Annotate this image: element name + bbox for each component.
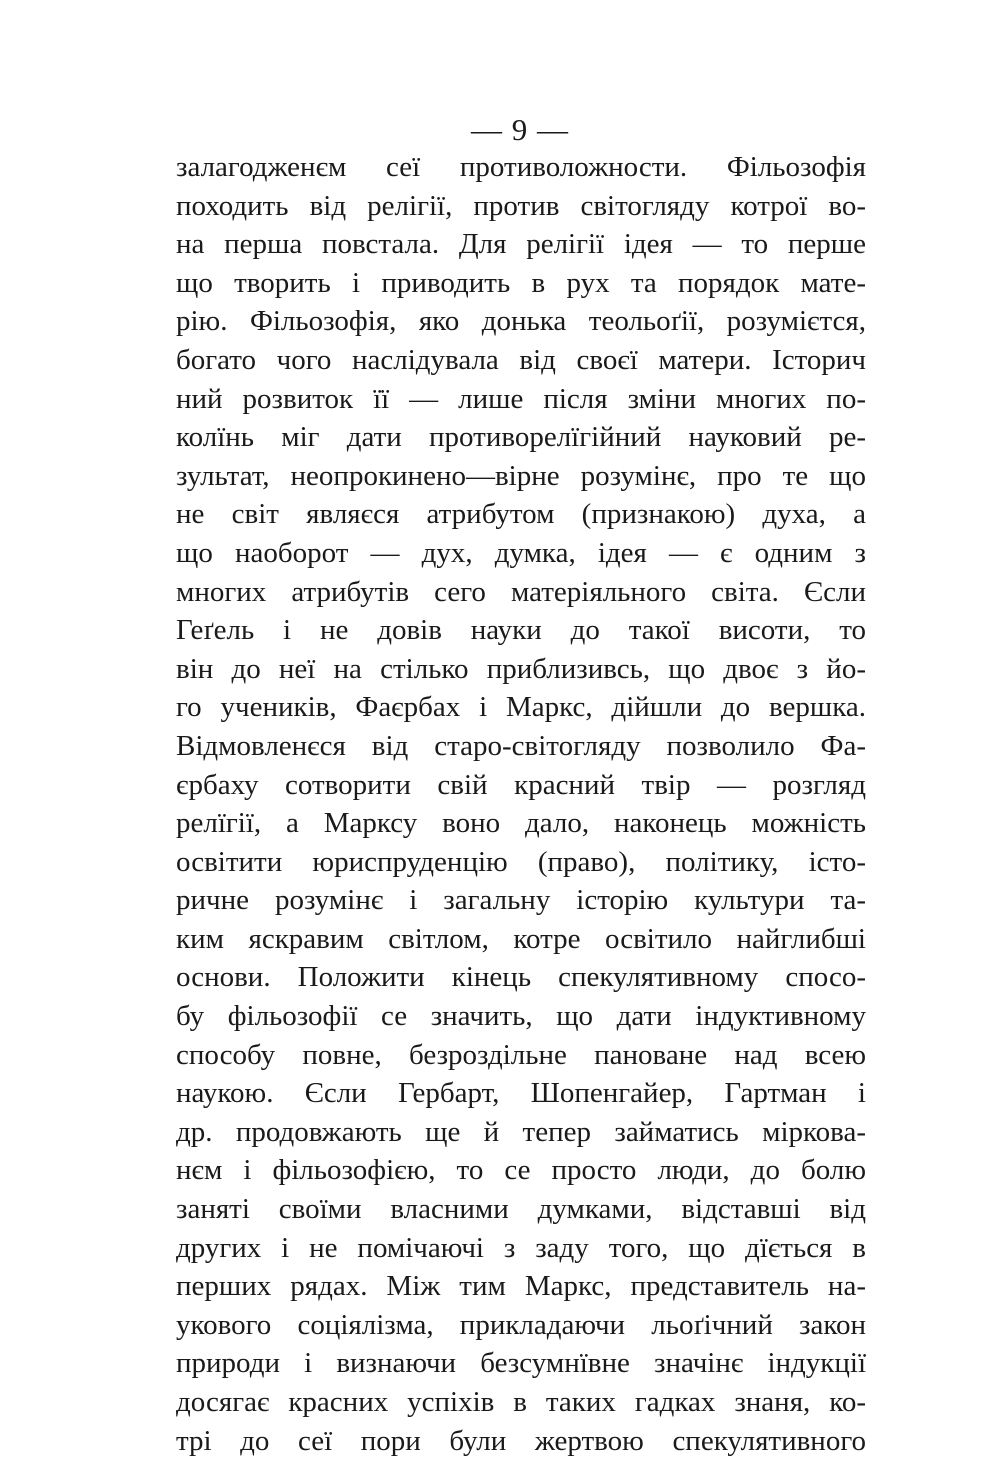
text-line: наукою. Єсли Гербарт, Шопенгайер, Гартман і: [176, 1077, 866, 1110]
text-line: релїгії, а Марксу воно дало, наконець можність: [176, 807, 866, 840]
text-line: трі до сеї пори були жертвою спекулятивного: [176, 1424, 866, 1457]
text-line: укового соціялізма, прикладаючи льоґічний закон: [176, 1308, 866, 1341]
text-line: на перша повстала. Для релігії ідея — то перше: [176, 228, 866, 261]
text-line: не світ являєся атрибутом (признакою) духа, а: [176, 498, 866, 531]
text-line: ний розвиток її — лише після зміни многих по-: [176, 382, 866, 415]
body-text: [176, 148, 866, 1460]
text-line: ким яскравим світлом, котре освітило найглибші: [176, 922, 866, 955]
text-line: го учеників, Фаєрбах і Маркс, дійшли до вершка.: [176, 691, 866, 724]
text-line: єрбаху сотворити свій красний твір — розгляд: [176, 768, 866, 801]
text-line: Геґель і не довів науки до такої висоти, то: [176, 614, 866, 647]
text-line: він до неї на стілько приблизивсь, що двоє з йо-: [176, 652, 866, 685]
text-line: бу фільозофії се значить, що дати індуктивному: [176, 1000, 866, 1033]
text-line: Відмовленєся від старо-світогляду позволило Фа-: [176, 729, 866, 762]
text-line: природи і визнаючи безсумнївне значінє індукції: [176, 1347, 866, 1380]
text-line: многих атрибутів сего матеріяльного світа. Єсли: [176, 575, 866, 608]
text-line: др. продовжають ще й тепер займатись міркова-: [176, 1115, 866, 1148]
text-line: походить від релігії, против світогляду котрої во-: [176, 189, 866, 222]
text-line: заняті своїми власними думками, відставші від: [176, 1193, 866, 1226]
text-line: досягає красних успіхів в таких гадках знаня, ко-: [176, 1386, 866, 1418]
text-line: колїнь міг дати противорелїгійний науковий ре-: [176, 421, 866, 454]
page-number: — 9 —: [471, 112, 569, 147]
text-line: залагодженєм сеї противоложности. Фільозофія: [176, 151, 866, 183]
text-line: других і не помічаючі з заду того, що дїється в: [176, 1231, 866, 1264]
text-line: що творить і приводить в рух та порядок мате-: [176, 266, 866, 299]
text-line: рію. Фільозофія, яко донька теольоґії, розумієтся,: [176, 305, 866, 338]
text-line: нєм і фільозофією, то се просто люди, до болю: [176, 1154, 866, 1187]
text-line: богато чого наслідувала від своєї матери. Історич: [176, 343, 866, 376]
text-line: перших рядах. Між тим Маркс, представитель на-: [176, 1270, 866, 1303]
text-line: ричне розумінє і загальну історію культури та-: [176, 884, 866, 917]
text-line: основи. Положити кінець спекулятивному спосо-: [176, 961, 866, 994]
text-line: що наоборот — дух, думка, ідея — є одним з: [176, 536, 866, 569]
text-line: зультат, неопрокинено—вірне розумінє, про те що: [176, 459, 866, 492]
text-line: способу повне, безроздільне пановане над всею: [176, 1038, 866, 1071]
text-line: освітити юриспруденцію (право), політику, істо-: [176, 845, 866, 878]
